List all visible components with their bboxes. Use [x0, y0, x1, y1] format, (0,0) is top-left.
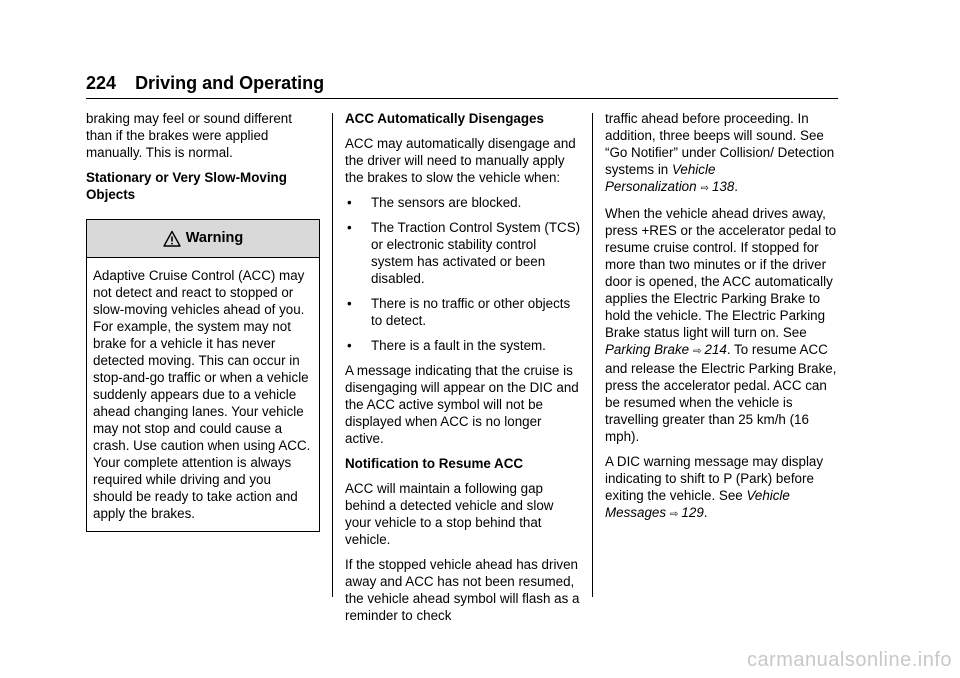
stopped-vehicle-paragraph: If the stopped vehicle ahead has driven away and ACC has not been resumed, the vehicle ahead symbol will flash as a reminder to check — [345, 557, 580, 623]
paragraph-text: . — [734, 179, 739, 194]
dic-warning-paragraph — [605, 453, 841, 523]
column-3 — [605, 110, 841, 531]
following-gap-paragraph: ACC will maintain a following gap behind a detected vehicle and slow your vehicle to a stop behind that vehicle. — [345, 481, 554, 547]
list-item — [345, 295, 581, 329]
section-title: Driving and Operating — [135, 73, 325, 93]
page-header — [86, 70, 838, 98]
paragraph-text: When the vehicle ahead drives away, press +RES or the accelerator pedal to resume cruise control. If stopped for more than two minutes or if the driver door is opened, the ACC automatically applies the Electric Parking Brake to hold the vehicle. The Electric Parking Brake status light will turn on. See — [605, 206, 837, 340]
paragraph-text: traffic ahead before proceeding. In addition, three beeps will sound. See “Go Notifier” under Collision/ Detection systems in — [605, 111, 835, 177]
page-reference-arrow-icon: ⇨ — [693, 346, 702, 357]
list-item-text: The Traction Control System (TCS) or electronic stability control system has activated or been disabled. — [371, 220, 581, 286]
dic-message-paragraph: A message indicating that the cruise is disengaging will appear on the DIC and the ACC active symbol will not be displayed when ACC is no longer active. — [345, 363, 579, 446]
paragraph-text: A DIC warning message may display indicating to shift to P (Park) before exiting the vehicle. See — [605, 454, 824, 503]
list-item — [345, 219, 581, 287]
list-item-text: The sensors are blocked. — [371, 195, 522, 210]
page-reference-arrow-icon: ⇨ — [670, 509, 679, 520]
warning-title: Warning — [185, 230, 244, 246]
intro-paragraph: braking may feel or sound different than if the brakes were applied manually. This is normal. — [86, 111, 292, 160]
page-reference[interactable]: 214 — [704, 342, 727, 357]
header-divider — [86, 98, 838, 99]
paragraph-text: . — [703, 505, 708, 520]
page-number: 224 — [86, 73, 117, 93]
bullet-mark: • — [347, 220, 352, 235]
warning-triangle-icon — [163, 230, 181, 248]
list-item — [345, 194, 581, 211]
warning-box — [86, 219, 320, 532]
page-reference-arrow-icon: ⇨ — [700, 183, 709, 194]
page-reference[interactable]: 129 — [681, 505, 704, 520]
resume-cruise-paragraph — [605, 205, 841, 445]
column-divider-2 — [592, 113, 593, 597]
resume-notification-heading: Notification to Resume ACC — [345, 456, 524, 471]
warning-header — [87, 220, 319, 258]
vehicle-personalization-link[interactable]: Vehicle Personalization — [605, 162, 716, 194]
column-divider-1 — [332, 113, 333, 597]
go-notifier-paragraph — [605, 110, 841, 197]
list-item-text: There is no traffic or other objects to detect. — [371, 296, 571, 328]
page-reference[interactable]: 138 — [711, 179, 735, 194]
watermark: carmanualsonline.info — [746, 649, 952, 671]
warning-body: Adaptive Cruise Control (ACC) may not detect and react to stopped or slow-moving vehicles ahead of you. For example, the system may not brake for a vehicle it has never detected moving. This can occur in stop-and-go traffic or when a vehicle suddenly appears due to a vehicle ahead changing lanes. Your vehicle may not stop and could cause a crash. Use caution when using ACC. Your complete attention is always required while driving and you should be ready to take action and apply the brakes. — [93, 268, 311, 521]
disengage-paragraph: ACC may automatically disengage and the driver will need to manually apply the brakes to slow the vehicle when: — [345, 136, 576, 185]
vehicle-messages-link[interactable]: Vehicle Messages — [605, 488, 790, 520]
paragraph-text: . To resume ACC and release the Electric Parking Brake, press the accelerator pedal. ACC can be resumed when the vehicle is travelling greater than 25 km/h (16 mph). — [605, 342, 837, 444]
bullet-mark: • — [347, 338, 352, 353]
bullet-mark: • — [347, 296, 352, 311]
acc-disengages-heading: ACC Automatically Disengages — [345, 111, 544, 126]
list-item-text: There is a fault in the system. — [371, 338, 546, 353]
stationary-objects-heading: Stationary or Very Slow-Moving Objects — [86, 170, 287, 202]
list-item — [345, 337, 581, 354]
bullet-mark: • — [347, 195, 352, 210]
column-1 — [86, 110, 319, 532]
parking-brake-link[interactable]: Parking Brake — [605, 342, 690, 357]
column-2 — [345, 110, 581, 632]
